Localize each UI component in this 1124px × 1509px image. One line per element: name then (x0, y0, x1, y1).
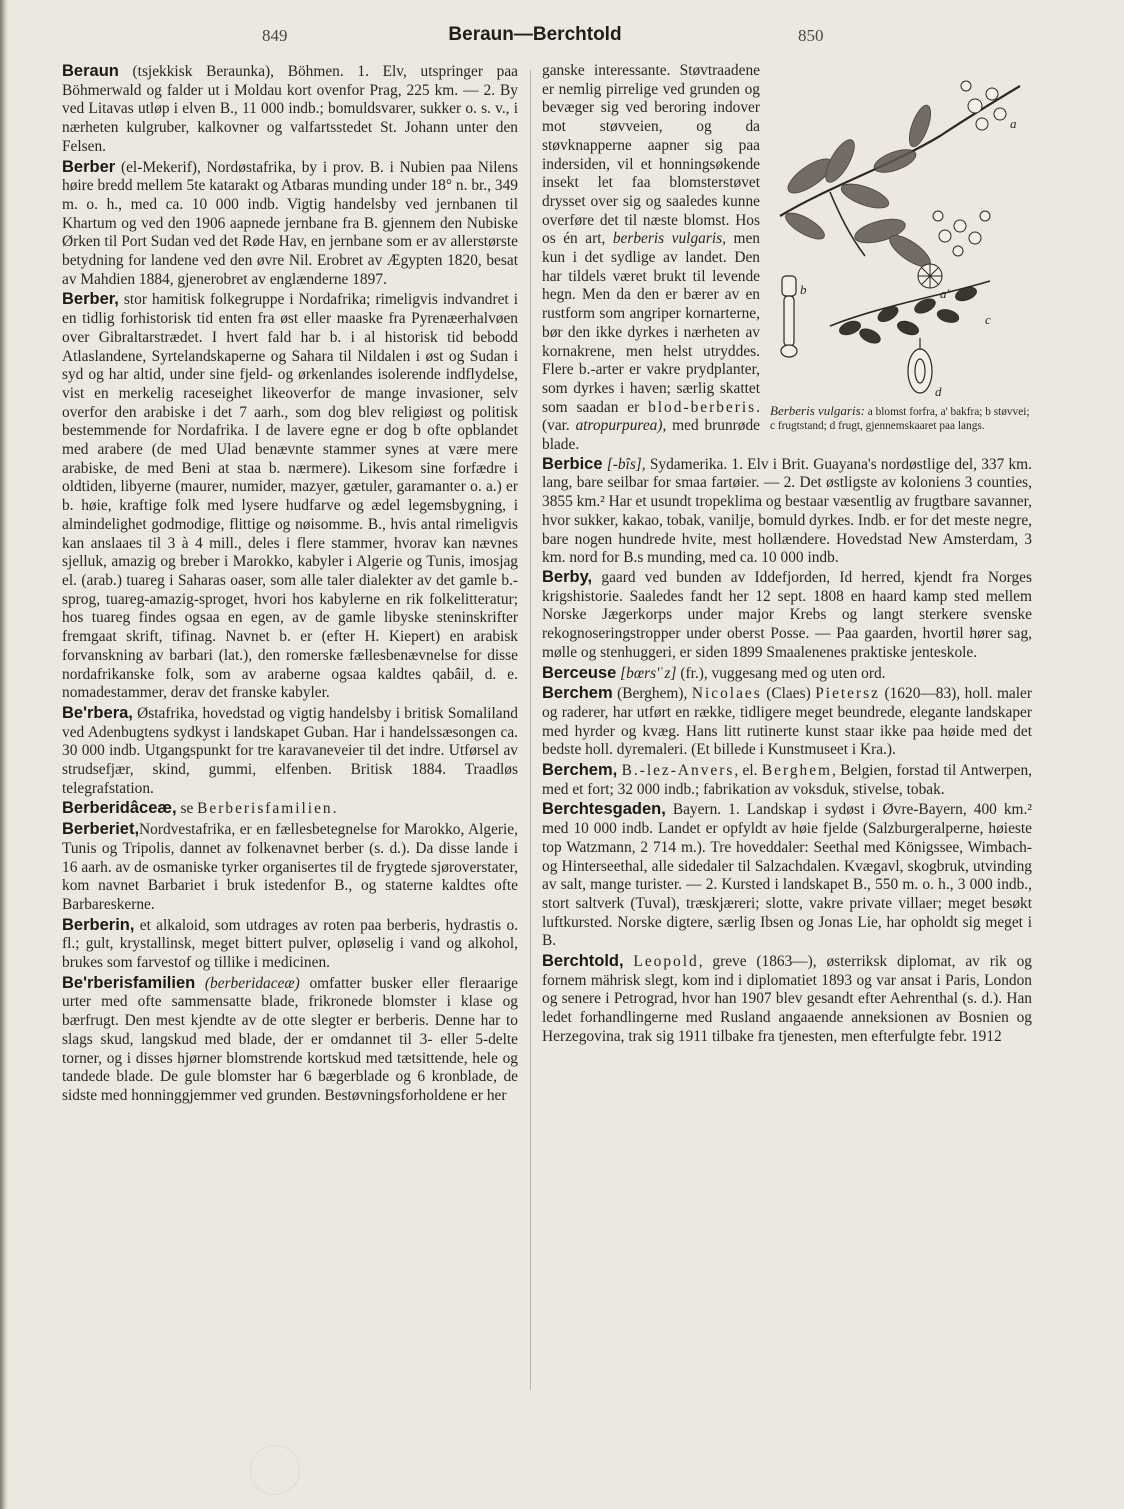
entry-berber-people (62, 290, 518, 702)
headword-berbice: Berbice (542, 454, 603, 473)
entry-text-3: , Belgien, forstad til Antwerpen, med et fort; 32 000 indb.; fabrikation av voksduk, stivelse, tobak. (542, 762, 1033, 798)
entry-text (624, 953, 634, 970)
headword: Berby, (542, 567, 593, 586)
entry-berchtold (542, 952, 1032, 1047)
figure-label-d: d (935, 384, 942, 399)
entry-berbera (62, 704, 518, 799)
entry-text: omfatter busker eller fleraarige urter med ofte sammensatte blade, frikronede blomster i klase og bærfrugt. Den mest kjendte av de otte slegter er berberis. Denne har to slags skud, langskud med blade, der er omdannet til 3- eller 5-delte torner, og i disses hjørner blomstrende kortskud med tætsittende, hele og tandede blade. De gule blomster har 6 bægerblade og 6 kronblade, de sidste med honninggjemmer ved grunden. Bestøvningsforholdene er her (62, 974, 518, 1104)
figure-label-b: b (800, 282, 807, 297)
headword: Berchem, (542, 761, 618, 780)
entry-beraun (62, 62, 518, 157)
cross-reference: Berberisfamilien (197, 800, 333, 818)
spaced-name: Nicolaes (691, 685, 762, 703)
left-column (62, 62, 518, 1106)
entry-text: Nordvestafrika, er en fællesbetegnelse for Marokko, Algerie, Tunis og Tripolis, dannet av folkenavnet berber (s. d.). Da disse lande i 16 aarh. av de osmaniske tyrker organisertes til de frygtede sjøroverstater, kom navnet Barbariet i bruk istedenfor B., og staterne kaldtes ofte Barbareskerne. (62, 821, 518, 913)
variety-name: atropurpurea), (575, 417, 667, 435)
berberis-figure (770, 66, 1032, 433)
entry-text: et alkaloid, som utdrages av roten paa berberis, hydrastis o. fl.; gult, krystallinsk, meget bittert pulver, opløselig i vand og alkohol, brukes som farvestof og tillike i medicinen. (62, 916, 518, 972)
entry-text: se (176, 800, 198, 818)
right-column (542, 62, 1032, 1047)
headword: Berchem (542, 684, 613, 703)
continuation-text: ganske interessante. Støvtraadene er nemlig pirrelige ved grunden og bevæger sig ved beroring indover mot støvveien, og da støvknapperne aapner sig paa indersiden, vil et honningsøkende insekt let faa blomsterstøvet drysset over sig og saaledes kunne overføre det til næste blomst. Hos os én art, (542, 62, 760, 248)
figure-label-a: a (1010, 116, 1017, 131)
page-header (0, 24, 1124, 50)
entry-berberin (62, 916, 518, 973)
page-number-right: 850 (798, 26, 824, 45)
berberis-continuation (542, 62, 1032, 568)
spaced-term: blod-berberis (648, 398, 757, 416)
entry-text: Østafrika, hovedstad og vigtig handelsby i britisk Somaliland ved Adenbugtens sydkyst i landskapet Guban. Har i handelssæsongen ca. 30 000 indb. Utgangspunkt for tre karavaneveier til det indre. Utførsel av strudsefjær, skind, gummi, elfenben. Britisk 1884. Traadløs telegrafstation. (62, 704, 518, 797)
headword: Be'rbera, (62, 703, 133, 722)
entry-text: gaard ved bunden av Iddefjorden, Id herred, kjendt fra Norges krigshistorie. Saaledes fandt her 12 sept. 1808 en haard kamp sted mellem Norske Jægerkorps under major Krebs og langt sterkere svenske rekognoseringstropper under oberst Posse. — Paa gaarden, hvortil hører sag, mølle og stenhuggeri, er siden 1899 Smaalenenes praktiske jenteskole. (542, 568, 1032, 661)
page-number-left: 849 (262, 26, 288, 45)
headword: Berber, (62, 290, 119, 309)
running-head-title: Beraun—Berchtold (448, 24, 622, 45)
variety-prefix: . (var. (542, 398, 760, 435)
entry-berberiet (62, 820, 518, 915)
headword: Be'rberisfamilien (62, 973, 196, 992)
headword: Beraun (62, 62, 119, 80)
entry-text: (fr.), vuggesang med og uten ord. (676, 664, 886, 682)
entry-berber-town (62, 158, 518, 290)
caption-title: Berberis vulgaris: (770, 403, 865, 418)
entry-text-2: , greve (1863—), østerriksk diplomat, av rik og fornem mährisk slegt, kom ind i diplomatiet 1893 og var ansat i Paris, London og senere i Petrograd, hvor han 1907 blev gesandt efter Aehrenthal (s. d.). Han ledet forhandlingerne med Rusland angaaende anneksionen av Bosnien og Herzegovina, trak sig 1911 tilbake fra tjenesten, men efterfulgte febr. 1912 (542, 953, 1032, 1045)
entry-berchem-town (542, 761, 1032, 799)
entry-text: Bayern. 1. Landskap i sydøst i Øvre-Bayern, 400 km.² med 10 000 indb. Landet er opfyldt av høie fjelde (Salzburgeralperne, høieste top Watzmann, 2 714 m.). Tre hoveddaler: Seethal med Königssee, Wimbach- og Hinterseethal, alle sidedaler til Salzachdalen. Kvægavl, skogbruk, utvinding av salt, mange turister. — 2. Kursted i landskapet B., 550 m. o. h., 3 000 indb., stort saltverk (Tuval), træskjæreri; slotte, vakre private villaer; meget besøkt luftkursted. Norske digtere, særlig Ibsen og Jonas Lie, har opholdt sig meget i B. (542, 801, 1032, 950)
pronunciation: [-bîs], (602, 455, 646, 473)
headword: Berchtesgaden, (542, 800, 666, 819)
spaced-name-2: Pietersz (815, 685, 880, 703)
headword: Berberidâceæ, (62, 799, 177, 818)
figure-caption (770, 404, 1032, 433)
headword: Berberiet, (62, 820, 140, 839)
entry-berchtesgaden (542, 800, 1032, 951)
entry-text-3: (1620—83), holl. maler og raderer, har utført en række, tidligere meget beundrede, elegante landskaper med hyrder og kvæg. Hans litt rutinerte kunst staar ikke paa høide med det bedste holl. dyremaleri. (Et billede i Kunstmuseet i Kra.). (542, 685, 1032, 759)
entry-berberisfamilien (62, 974, 518, 1106)
figure-label-c: c (985, 312, 991, 327)
continuation-text-3: med brunrøde blade. (542, 417, 760, 454)
entry-text-2: , el. (734, 762, 762, 780)
entry-text: (Berghem), (612, 685, 692, 703)
column-divider (530, 70, 531, 1390)
entry-text-2: (Claes) (761, 685, 816, 703)
caption-text: a blomst forfra, a' bakfra; b støvvei; c frugtstand; d frugt, gjennemskaaret paa langs. (770, 406, 1030, 432)
species-name: berberis vulgaris, (612, 230, 726, 248)
entry-text: stor hamitisk folkegruppe i Nordafrika; rimeligvis indvandret i en tidlig forhistorisk tid enten fra øst eller maaske fra Pyrenæerhalvøen over Gibraltarstrædet. I hvert fald har b. i al historisk tid bebodd Atlaslandene, Syrtelandskaperne og Sahara til Nildalen i øst og Sudan i syd og har altid, under sine fjeld- og ørkenlandes isolerende indflydelse, vist en merkelig raceseighet likeoverfor de mange invasioner, selv overfor den arabiske i det 7 aarh., som dog blev religiøst og politisk bestemmende for Nordafrika. I de lavere egne er dog b ofte opblandet med arabere (de med Ulad benævnte stammer synes at være mere arabiske, de med Beni at staa b. nærmere). Likesom sine forfædre i oldtiden, libyerne (maurer, numider, mazyer, gætuler, garamanter o. a.) er b. høie, kraftige folk med lysere hudfarve og ædel legemsbygning, i almindelighet godmodige, flittige og nøisomme. B., hvis antal rimeligvis kan anslaaes til 3 à 4 mill., deles i flere stammer, hvorav kan nævnes sjelluk, amazig og breber i Marokko, kabyler i Algerie og Tunis, imosjag el. (arab.) tuareg i Saharas oaser, som alle taler dialekter av det gamle b.-sprog, tuareg-amazig-sproget, hvori hos kabylerne en rik folkelitteratur; hos tuareg findes ogsaa en egen, av de gamle libyske steninskrifter fremgaat skrift, tifinag. Navnet b. er (efter H. Kiepert) en arabisk forvanskning av barbari (lat.), den romerske fællesbenævnelse for disse nordafrikanske folk, som av araberne ogsaa kaldtes qabâil, d. e. nomadestammer, derav det franske kabyler. (62, 291, 518, 702)
latin-name: (berberidaceæ) (195, 974, 300, 992)
pronunciation: [bœrs'ˈz] (616, 664, 677, 682)
spaced-name-2: Berghem (761, 762, 833, 780)
entry-berchem-painter (542, 684, 1032, 760)
entry-berberidaceae (62, 799, 518, 819)
headword: Berceuse (542, 663, 617, 682)
entry-text: (el-Mekerif), Nordøstafrika, by i prov. B. i Nubien paa Nilens høire bredd mellem 5te katarakt og Atbaras munding under 18° n. br., 349 m. o. h., med ca. 10 000 indb. Vigtig handelsby ved jernbanen til Khartum og ved den 1906 aapnede jernbane fra B. gjennem den Nubiske Ørken til Port Sudan ved det Røde Hav, en jernbane som er av allerstørste betydning for landene ved den øvre Nil. Erobret av Ægypten 1820, besat av Mahdien 1884, gjenerobret av englænderne 1897. (62, 158, 518, 288)
book-binding-shadow (0, 0, 8, 1509)
headword: Berchtold, (542, 952, 624, 971)
berberis-illustration (770, 66, 1032, 402)
entry-text: (tsjekkisk Beraunka), Böhmen. 1. Elv, utspringer paa Böhmerwald og falder ut i Moldau kort ovenfor Prag, 225 km. — 2. By ved Litavas utløp i elven B., 11 000 indb.; bomuldsvarer, sukker o. s. v., i nærheten kulgruber, kalkovner og valfartsstedet St. Johann unter den Felsen. (62, 63, 518, 155)
paper-stamp-mark (250, 1445, 300, 1495)
entry-text: Sydamerika. 1. Elv i Brit. Guayana's nordøstlige del, 337 km. lang, bare seilbar for smaa fartøier. — 2. Det østligste av koloniens 3 counties, 3855 km.² Har et usundt tropeklima og bestaar væsentlig av frugtbare savanner, hvor sukker, kakao, tobak, vanilje, bomuld dyrkes. Indb. er for det meste negre, bare nogen hundrede hvite, mest hollændere. Hovedstad New Amsterdam, 3 km. nord for B.s munding, med ca. 10 000 indb. (542, 455, 1032, 567)
headword: Berberin, (62, 915, 135, 934)
spaced-name: Leopold (633, 953, 699, 971)
continuation-text-2: men kun i det sydlige av landet. Den har tildels været brukt til levende hegn. Men da den er bærer av en rustform som angriper kornarterne, bør den ikke dyrkes i nærheten av kornakrene, men helst utryddes. Flere b.-arter er vakre prydplanter, som dyrkes i haven; særlig skattet som saadan er (542, 230, 760, 416)
entry-text-end: . (332, 800, 337, 818)
headword: Berber (62, 157, 116, 176)
spaced-name: B.-lez-Anvers (621, 762, 735, 780)
figure-label-a-prime: a' (940, 286, 950, 301)
entry-berby (542, 568, 1032, 663)
entry-berceuse (542, 664, 1032, 684)
